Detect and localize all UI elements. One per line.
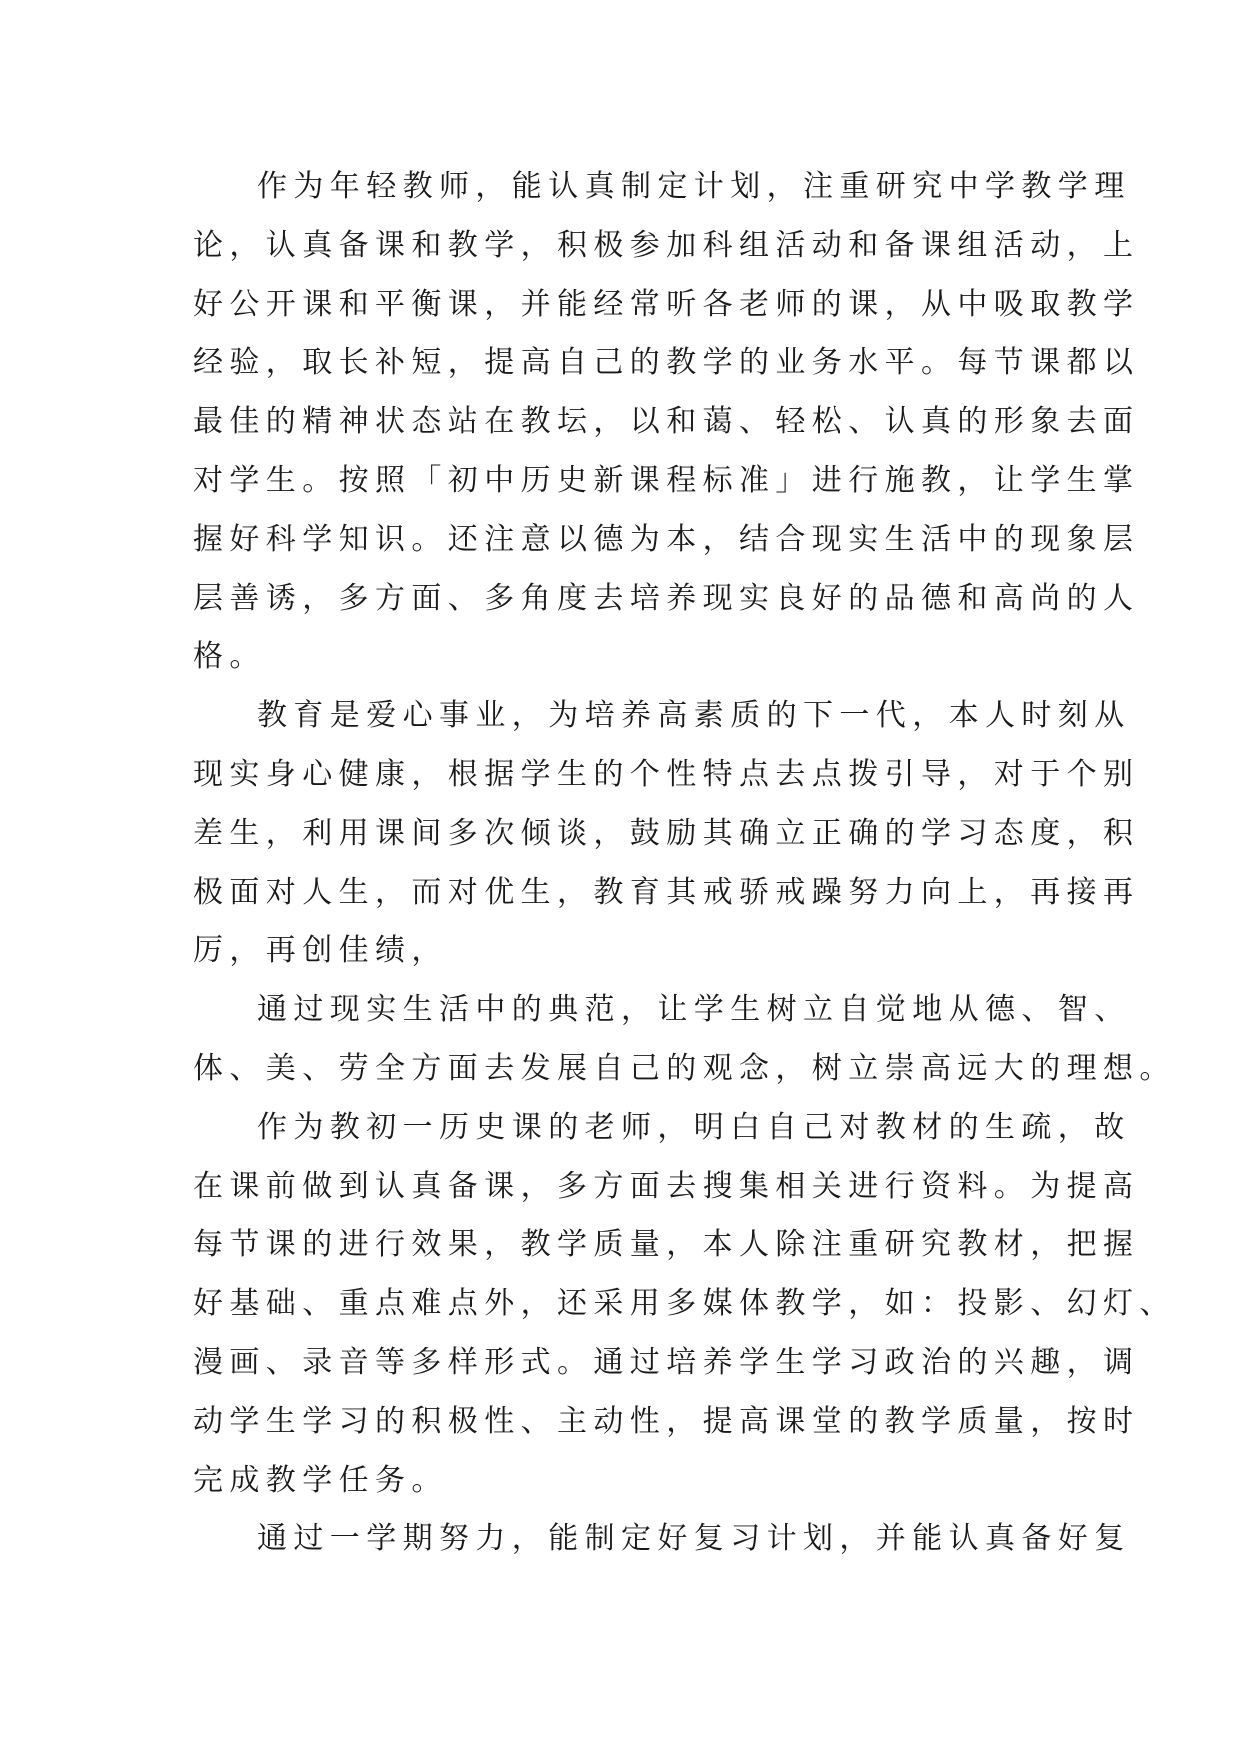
- text-line: 最佳的精神状态站在教坛，以和蔼、轻松、认真的形象去面: [193, 404, 1140, 440]
- text-line: 对学生。按照「初中历史新课程标准」进行施教，让学生掌: [193, 462, 1140, 498]
- text-line: 每节课的进行效果，教学质量，本人除注重研究教材，把握: [193, 1227, 1140, 1263]
- text-line: 好基础、重点难点外，还采用多媒体教学，如：投影、幻灯、: [193, 1286, 1176, 1322]
- text-line: 通过现实生活中的典范，让学生树立自觉地从德、智、: [257, 992, 1131, 1028]
- text-line: 格。: [193, 639, 266, 675]
- paragraph-1: [193, 158, 1140, 687]
- text-line: 完成教学任务。: [193, 1462, 448, 1498]
- text-line: 在课前做到认真备课，多方面去搜集相关进行资料。为提高: [193, 1168, 1140, 1204]
- text-line: 经验，取长补短，提高自己的教学的业务水平。每节课都以: [193, 345, 1140, 381]
- text-line: 极面对人生，而对优生，教育其戒骄戒躁努力向上，再接再: [193, 874, 1140, 910]
- text-line: 层善诱，多方面、多角度去培养现实良好的品德和高尚的人: [193, 580, 1140, 616]
- body-text: [193, 158, 1176, 1569]
- paragraph-3: [193, 981, 1176, 1099]
- text-line: 教育是爱心事业，为培养高素质的下一代，本人时刻从: [257, 698, 1131, 734]
- text-line: 作为年轻教师，能认真制定计划，注重研究中学教学理: [257, 169, 1131, 204]
- paragraph-4: [193, 1099, 1176, 1511]
- text-line: 握好科学知识。还注意以德为本，结合现实生活中的现象层: [193, 521, 1140, 557]
- text-line: 差生，利用课间多次倾谈，鼓励其确立正确的学习态度，积: [193, 815, 1140, 851]
- text-line: 动学生学习的积极性、主动性，提高课堂的教学质量，按时: [193, 1403, 1140, 1439]
- paragraph-5: [193, 1510, 1131, 1569]
- text-line: 厉，再创佳绩，: [193, 933, 448, 969]
- text-line: 通过一学期努力，能制定好复习计划，并能认真备好复: [257, 1521, 1131, 1557]
- paragraph-2: [193, 687, 1140, 981]
- text-line: 体、美、劳全方面去发展自己的观念，树立崇高远大的理想。: [193, 1050, 1176, 1086]
- text-line: 作为教初一历史课的老师，明白自己对教材的生疏，故: [257, 1109, 1131, 1145]
- text-line: 现实身心健康，根据学生的个性特点去点拨引导，对于个别: [193, 756, 1140, 792]
- text-line: 论，认真备课和教学，积极参加科组活动和备课组活动，上: [193, 227, 1140, 263]
- text-line: 好公开课和平衡课，并能经常听各老师的课，从中吸取教学: [193, 286, 1140, 322]
- text-line: 漫画、录音等多样形式。通过培养学生学习政治的兴趣，调: [193, 1344, 1140, 1380]
